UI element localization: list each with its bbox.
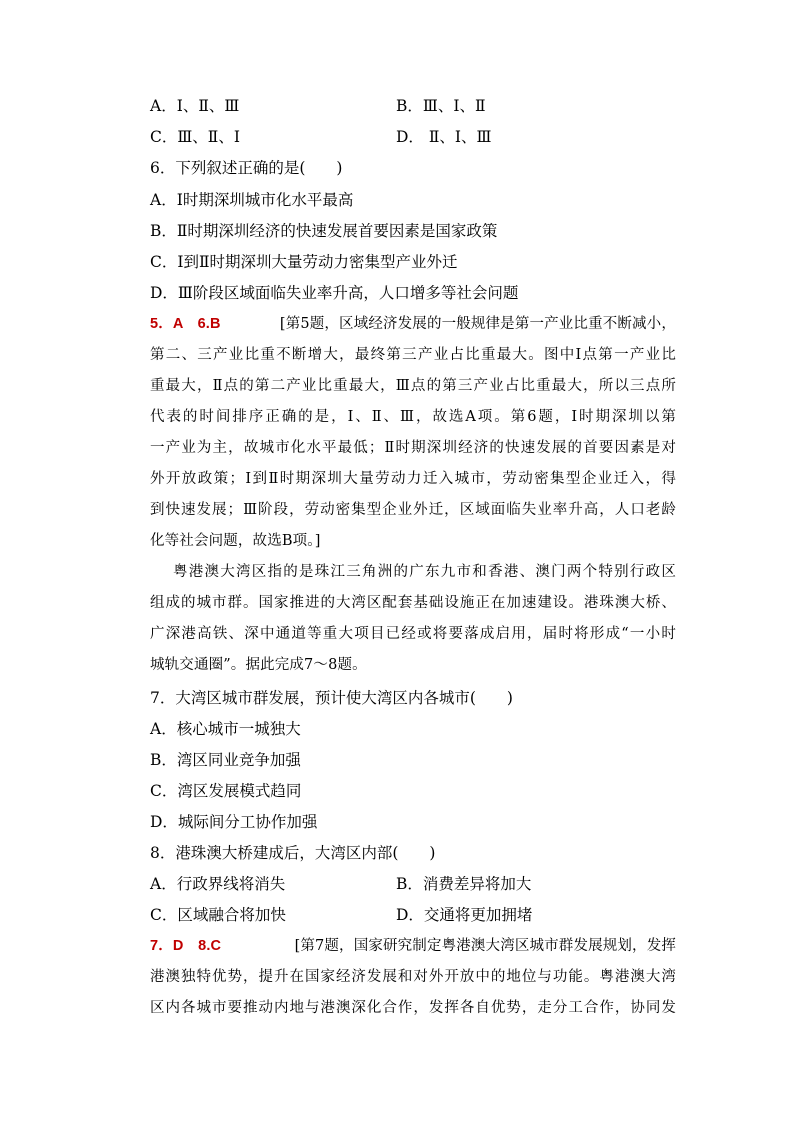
q7-option-a: A．核心城市一城独大 (150, 720, 301, 738)
answer-5-6-line: 到快速发展；Ⅲ阶段，劳动密集型企业外迁，区域面临失业率升高，人口老龄 (150, 502, 676, 518)
q5-option-d: D． Ⅱ、Ⅰ、Ⅲ (396, 128, 492, 146)
answer-5-6-first-line (150, 314, 676, 334)
q6-option-d: D．Ⅲ阶段区域面临失业率升高，人口增多等社会问题 (150, 284, 519, 302)
answer-5-6-line: [第5题，区域经济发展的一般规律是第一产业比重不断减小， (279, 316, 676, 332)
answer-key-5-6: 5．A 6.B (150, 316, 221, 332)
answer-7-8-line: 区内各城市要推动内地与港澳深化合作，发挥各自优势，走分工合作，协同发 (150, 1000, 676, 1016)
q8-option-a: A．行政界线将消失 (150, 875, 286, 893)
q5-option-b: B．Ⅲ、Ⅰ、Ⅱ (396, 97, 486, 115)
answer-5-6-line: 一产业为主，故城市化水平最低；Ⅱ时期深圳经济的快速发展的首要因素是对 (150, 440, 676, 456)
answer-5-6-line: 重最大，Ⅱ点的第二产业比重最大，Ⅲ点的第三产业占比重最大，所以三点所 (150, 378, 676, 394)
answer-5-6-line: 代表的时间排序正确的是，Ⅰ、Ⅱ、Ⅲ，故选A项。第6题，Ⅰ时期深圳以第 (150, 409, 676, 425)
q7-option-c: C．湾区发展模式趋同 (150, 782, 302, 800)
answer-5-6-line: 第二、三产业比重不断增大，最终第三产业占比重最大。图中Ⅰ点第一产业比 (150, 347, 676, 363)
passage-line: 组成的城市群。国家推进的大湾区配套基础设施正在加速建设。港珠澳大桥、 (150, 595, 676, 611)
q5-option-c: C．Ⅲ、Ⅱ、Ⅰ (150, 128, 240, 146)
q6-option-b: B．Ⅱ时期深圳经济的快速发展首要因素是国家政策 (150, 222, 498, 240)
q8-option-c: C．区域融合将加快 (150, 906, 286, 924)
q8-option-b: B．消费差异将加大 (396, 875, 532, 893)
q8-option-d: D．交通将更加拥堵 (396, 906, 533, 924)
q6-option-c: C．Ⅰ到Ⅱ时期深圳大量劳动力密集型产业外迁 (150, 253, 458, 271)
q7-option-d: D．城际间分工协作加强 (150, 813, 318, 831)
passage-line: 城轨交通圈”。据此完成7～8题。 (150, 657, 367, 673)
answer-7-8-line: 港澳独特优势，提升在国家经济发展和对外开放中的地位与功能。粤港澳大湾 (150, 969, 676, 985)
answer-7-8-first-line (150, 936, 676, 956)
answer-5-6-line: 外开放政策；Ⅰ到Ⅱ时期深圳大量劳动力迁入城市，劳动密集型企业迁入，得 (150, 471, 676, 487)
q7-stem: 7．大湾区城市群发展，预计使大湾区内各城市( ) (150, 689, 513, 707)
answer-5-6-line: 化等社会问题，故选B项。] (150, 533, 321, 549)
answer-key-7-8: 7．D 8.C (150, 938, 222, 954)
q5-option-a: A．Ⅰ、Ⅱ、Ⅲ (150, 97, 240, 115)
q6-stem: 6．下列叙述正确的是( ) (150, 159, 343, 177)
passage-line: 广深港高铁、深中通道等重大项目已经或将要落成启用，届时将形成“一小时 (150, 626, 676, 642)
q7-option-b: B．湾区同业竞争加强 (150, 751, 301, 769)
passage-line: 粤港澳大湾区指的是珠江三角洲的广东九市和香港、澳门两个特别行政区 (173, 564, 676, 580)
q6-option-a: A．Ⅰ时期深圳城市化水平最高 (150, 191, 354, 209)
answer-7-8-line: [第7题，国家研究制定粤港澳大湾区城市群发展规划，发挥 (294, 938, 676, 954)
q8-stem: 8．港珠澳大桥建成后，大湾区内部( ) (150, 844, 436, 862)
